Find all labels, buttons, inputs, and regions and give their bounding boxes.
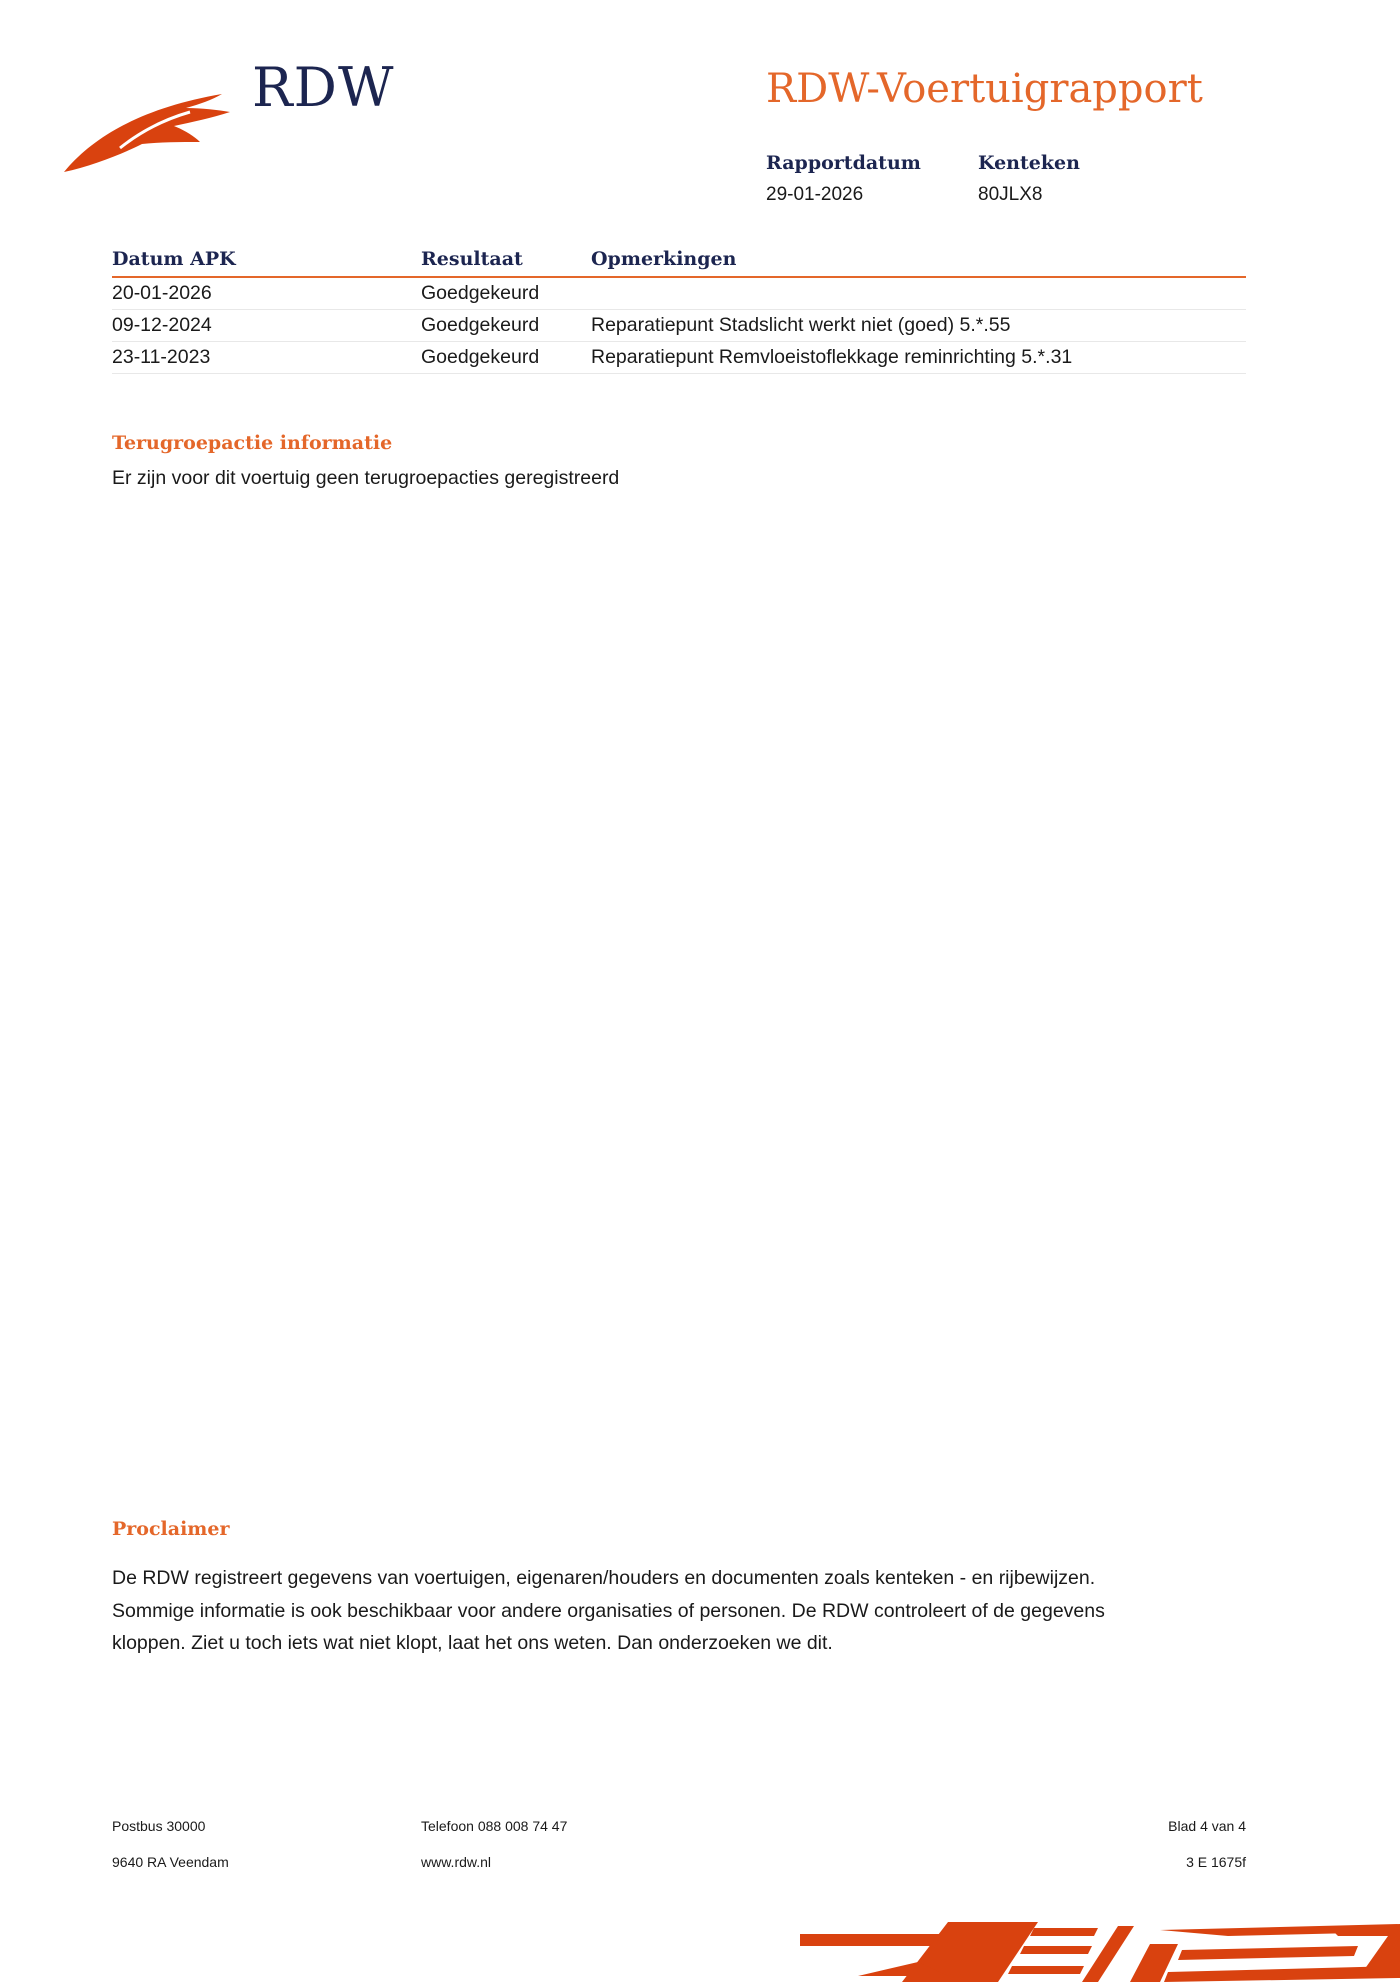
proclaimer-title: Proclaimer xyxy=(112,1518,230,1540)
kenteken-label: Kenteken xyxy=(978,152,1080,174)
logo-text: RDW xyxy=(252,56,395,119)
rdw-logo-icon xyxy=(62,86,232,182)
table-row xyxy=(112,342,1246,374)
rapportdatum-value: 29-01-2026 xyxy=(766,184,864,205)
footer-postbus: Postbus 30000 xyxy=(112,1818,206,1834)
kenteken-value: 80JLX8 xyxy=(978,184,1043,205)
report-title: RDW-Voertuigrapport xyxy=(766,66,1203,112)
cell-date: 20-01-2026 xyxy=(112,282,212,304)
table-row xyxy=(112,310,1246,342)
cell-date: 23-11-2023 xyxy=(112,346,211,368)
proclaimer-text xyxy=(112,1562,1252,1660)
column-header-datum: Datum APK xyxy=(112,248,236,270)
footer-document-code: 3 E 1675f xyxy=(1186,1854,1246,1870)
column-header-opmerkingen: Opmerkingen xyxy=(591,248,737,270)
footer-telefoon: Telefoon 088 008 74 47 xyxy=(421,1818,568,1834)
cell-result: Goedgekeurd xyxy=(421,282,540,304)
proclaimer-line: kloppen. Ziet u toch iets wat niet klopt, laat het ons weten. Dan onderzoeken we dit. xyxy=(112,1632,833,1654)
footer-address: 9640 RA Veendam xyxy=(112,1854,229,1870)
cell-remark: Reparatiepunt Remvloeistoflekkage reminrichting 5.*.31 xyxy=(591,346,1073,368)
proclaimer-line: Sommige informatie is ook beschikbaar voor andere organisaties of personen. De RDW controleert of de gegevens xyxy=(112,1599,1105,1622)
apk-table xyxy=(112,244,1246,374)
apk-table-header xyxy=(112,244,1246,278)
proclaimer-line: De RDW registreert gegevens van voertuigen, eigenaren/houders en documenten zoals kenteken - en rijbewijzen. xyxy=(112,1567,1096,1589)
recall-section-title: Terugroepactie informatie xyxy=(112,432,393,454)
cell-result: Goedgekeurd xyxy=(421,314,540,336)
rapportdatum-label: Rapportdatum xyxy=(766,152,921,174)
column-header-resultaat: Resultaat xyxy=(421,248,523,270)
cell-remark: Reparatiepunt Stadslicht werkt niet (goed) 5.*.55 xyxy=(591,314,1011,336)
footer-website: www.rdw.nl xyxy=(421,1854,492,1870)
footer-page-number: Blad 4 van 4 xyxy=(1168,1818,1246,1834)
cell-date: 09-12-2024 xyxy=(112,314,212,336)
table-row xyxy=(112,278,1246,310)
recall-text: Er zijn voor dit voertuig geen terugroepacties geregistreerd xyxy=(112,467,620,489)
decorative-stripes-icon xyxy=(798,1922,1400,1982)
cell-result: Goedgekeurd xyxy=(421,346,540,368)
